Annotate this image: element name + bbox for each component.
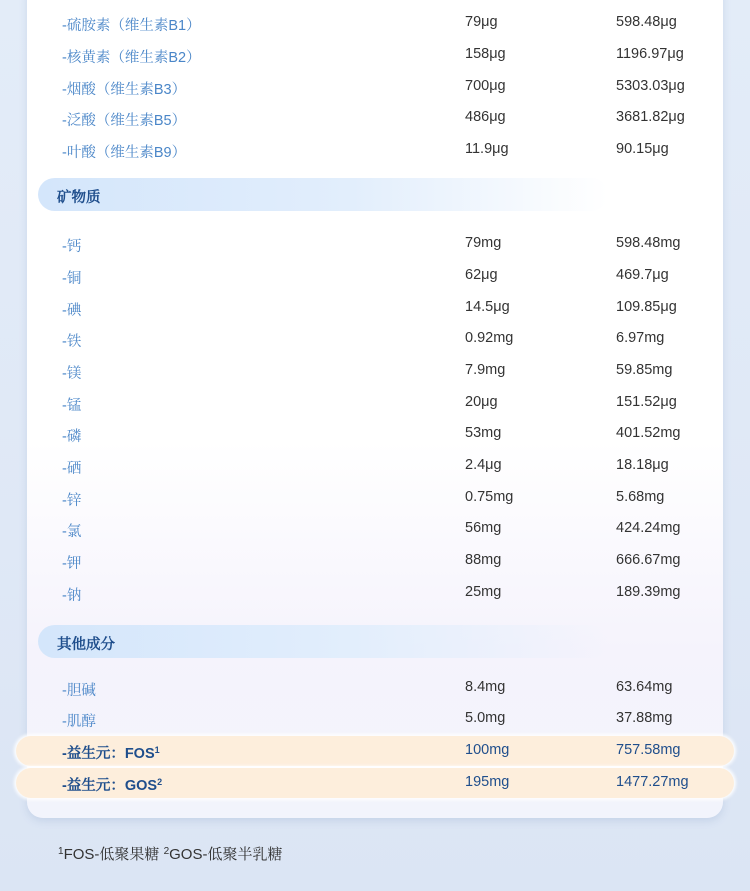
value-per-100g: 666.67mg	[616, 552, 681, 568]
nutrient-name: -磷	[62, 429, 82, 445]
value-per-serving: 5.0mg	[465, 710, 506, 726]
value-per-serving: 79μg	[465, 14, 498, 30]
table-row	[0, 356, 750, 386]
value-per-serving: 195mg	[465, 774, 510, 790]
table-row-highlighted	[0, 768, 750, 798]
table-row	[0, 229, 750, 259]
section-title: 矿物质	[57, 190, 101, 206]
nutrient-name: -硫胺素（维生素B1）	[62, 18, 201, 34]
nutrient-name: -锰	[62, 398, 82, 414]
footnote	[58, 843, 282, 864]
table-row	[0, 546, 750, 576]
value-per-serving: 53mg	[465, 425, 502, 441]
value-per-serving: 158μg	[465, 46, 506, 62]
table-row-highlighted	[0, 736, 750, 766]
table-row	[0, 135, 750, 165]
nutrient-name: -锌	[62, 493, 82, 509]
table-row	[0, 419, 750, 449]
table-row	[0, 103, 750, 133]
nutrient-name: -碘	[62, 303, 82, 319]
value-per-100g: 1477.27mg	[616, 774, 689, 790]
value-per-100g: 189.39mg	[616, 584, 681, 600]
nutrient-name: -铜	[62, 271, 82, 287]
footnote-marker: 1	[154, 745, 160, 755]
value-per-100g: 109.85μg	[616, 299, 677, 315]
nutrient-name: -钠	[62, 588, 82, 604]
table-row	[0, 483, 750, 513]
value-per-100g: 401.52mg	[616, 425, 681, 441]
value-per-serving: 100mg	[465, 742, 510, 758]
table-row	[0, 72, 750, 102]
value-per-100g: 90.15μg	[616, 141, 669, 157]
section-title: 其他成分	[57, 637, 115, 653]
nutrient-name: -烟酸（维生素B3）	[62, 82, 187, 98]
value-per-serving: 14.5μg	[465, 299, 510, 315]
value-per-100g: 1196.97μg	[616, 46, 684, 62]
table-row	[0, 578, 750, 608]
value-per-100g: 5303.03μg	[616, 78, 685, 94]
nutrient-name: -镁	[62, 366, 82, 382]
table-row	[0, 293, 750, 323]
value-per-100g: 18.18μg	[616, 457, 669, 473]
value-per-100g: 424.24mg	[616, 520, 681, 536]
section-header-minerals	[38, 178, 608, 211]
nutrient-name: -叶酸（维生素B9）	[62, 145, 187, 161]
value-per-serving: 8.4mg	[465, 679, 506, 695]
nutrient-name: -益生元：GOS$^2$	[62, 777, 163, 794]
footnote-text: FOS-低聚果糖	[63, 846, 164, 863]
value-per-serving: 2.4μg	[465, 457, 502, 473]
table-row	[0, 451, 750, 481]
nutrient-name: -钙	[62, 239, 82, 255]
table-row	[0, 673, 750, 703]
value-per-serving: 79mg	[465, 235, 502, 251]
section-header-other-ingredients	[38, 625, 608, 658]
table-row	[0, 40, 750, 70]
nutrient-name: -胆碱	[62, 683, 96, 699]
nutrient-name: -钾	[62, 556, 82, 572]
nutrient-name: -硒	[62, 461, 82, 477]
footnote-marker: 1	[58, 846, 64, 857]
nutrient-name: -肌醇	[62, 714, 96, 730]
footnote-marker: 2	[163, 846, 170, 857]
nutrient-name: -核黄素（维生素B2）	[62, 50, 201, 66]
value-per-serving: 486μg	[465, 109, 506, 125]
value-per-100g: 5.68mg	[616, 489, 665, 505]
table-row	[0, 261, 750, 291]
value-per-serving: 11.9μg	[465, 141, 509, 157]
value-per-serving: 7.9mg	[465, 362, 506, 378]
value-per-serving: 0.75mg	[465, 489, 514, 505]
value-per-serving: 700μg	[465, 78, 506, 94]
table-row	[0, 324, 750, 354]
value-per-100g: 598.48mg	[616, 235, 681, 251]
table-row	[0, 704, 750, 734]
value-per-100g: 598.48μg	[616, 14, 677, 30]
nutrient-name: -泛酸（维生素B5）	[62, 113, 187, 129]
value-per-100g: 37.88mg	[616, 710, 673, 726]
value-per-100g: 469.7μg	[616, 267, 669, 283]
footnote-text: GOS-低聚半乳糖	[169, 846, 283, 863]
table-row	[0, 388, 750, 418]
value-per-100g: 151.52μg	[616, 394, 677, 410]
footnote-marker: 2	[157, 777, 163, 787]
value-per-100g: 63.64mg	[616, 679, 673, 695]
value-per-serving: 62μg	[465, 267, 498, 283]
value-per-serving: 88mg	[465, 552, 502, 568]
nutrient-name: -益生元：FOS$^1$	[62, 745, 160, 762]
nutrient-name: -氯	[62, 524, 82, 540]
value-per-serving: 56mg	[465, 520, 502, 536]
table-row	[0, 8, 750, 38]
value-per-serving: 0.92mg	[465, 330, 514, 346]
value-per-serving: 25mg	[465, 584, 502, 600]
value-per-serving: 20μg	[465, 394, 498, 410]
value-per-100g: 6.97mg	[616, 330, 665, 346]
value-per-100g: 3681.82μg	[616, 109, 685, 125]
nutrient-name: -铁	[62, 334, 82, 350]
value-per-100g: 757.58mg	[616, 742, 681, 758]
table-row	[0, 514, 750, 544]
value-per-100g: 59.85mg	[616, 362, 673, 378]
